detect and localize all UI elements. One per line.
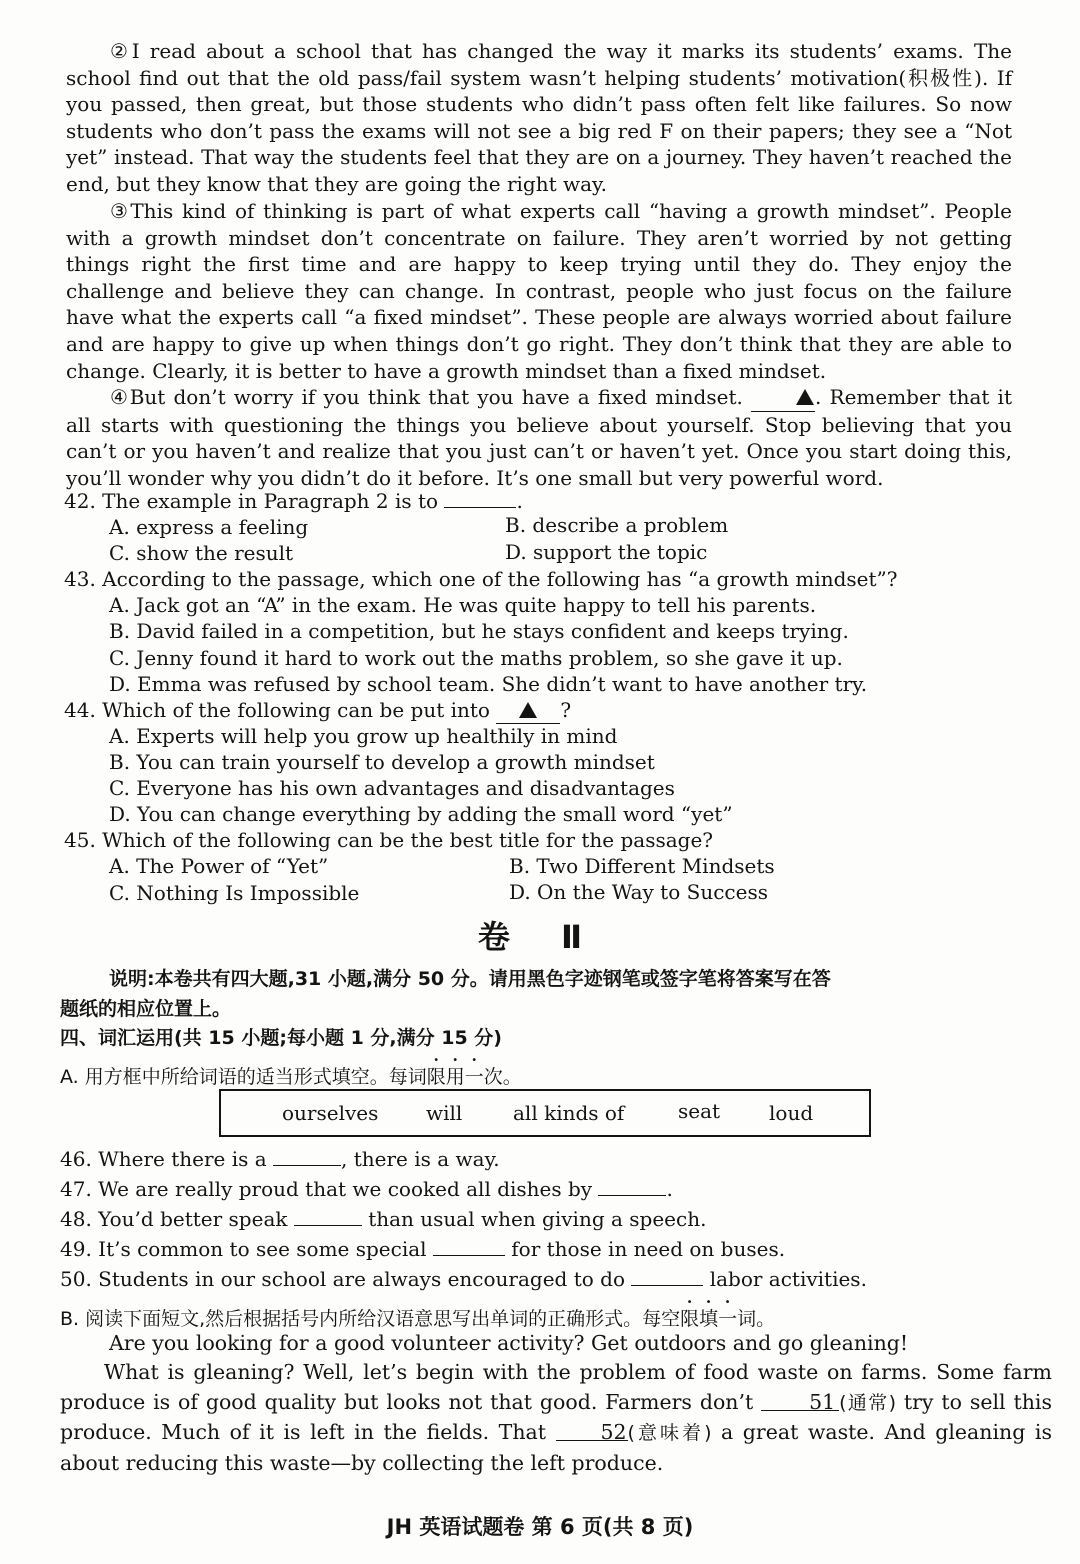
option-42a: A. express a feeling	[109, 515, 309, 539]
partB-title	[60, 1297, 775, 1332]
option-44b: B. You can train yourself to develop a growth mindset	[109, 750, 655, 774]
partA-title-emphasis: 限用一	[426, 1066, 484, 1088]
partA-title	[60, 1055, 522, 1090]
option-43d: D. Emma was refused by school team. She didn’t want to have another try.	[109, 672, 868, 696]
passage-line-1: Are you looking for a good volunteer activity? Get outdoors and go gleaning!	[109, 1331, 909, 1355]
fill-item-post: .	[666, 1177, 673, 1201]
fill-item-49	[60, 1236, 785, 1262]
partB-title-post: 词。	[737, 1308, 776, 1330]
option-42d: D. support the topic	[505, 540, 708, 564]
partA-title-post: 次。	[483, 1066, 522, 1088]
page-footer: JH 英语试题卷 第 6 页(共 8 页)	[386, 1515, 694, 1539]
fill-item-pre: 48. You’d better speak	[60, 1207, 288, 1231]
question-44-end: ?	[560, 698, 572, 722]
passage-text: What is gleaning? Well, let’s begin with the problem of food waste on farms. Some farm produce is of good quality but looks not that good. Farmers don’t	[60, 1360, 1052, 1414]
option-43c: C. Jenny found it hard to work out the maths problem, so she gave it up.	[109, 646, 843, 670]
answer-blank-42	[444, 489, 516, 508]
question-43-stem: 43. According to the passage, which one of the following has “a growth mindset”?	[64, 567, 898, 591]
fill-item-post: , there is a way.	[341, 1147, 500, 1171]
fill-item-47	[60, 1176, 673, 1202]
question-42-stem: 42. The example in Paragraph 2 is to	[64, 489, 439, 513]
answer-blank-47	[598, 1177, 666, 1196]
option-43b: B. David failed in a competition, but he stays confident and keeps trying.	[109, 619, 849, 643]
paragraph-4-rest: . Remember that it all starts with questioning the things you believe about yourself. Stop believing that you can’t or you haven’t and realize that you just can’t or haven’t yet. Once you start doing this, you’ll wonder why you didn’t do it before. It’s one small but very powerful word.	[66, 385, 1012, 490]
fill-item-pre: 49. It’s common to see some special	[60, 1237, 427, 1261]
paragraph-4-start: ④But don’t worry if you think that you have a fixed mindset.	[110, 385, 743, 409]
answer-blank-44	[751, 384, 815, 412]
option-45d: D. On the Way to Success	[509, 880, 768, 904]
section-note-line2: 题纸的相应位置上。	[60, 998, 232, 1020]
option-44c: C. Everyone has his own advantages and disadvantages	[109, 776, 675, 800]
word-box-item: seat	[678, 1099, 721, 1123]
option-45a: A. The Power of “Yet”	[109, 854, 329, 878]
question-44-stem: 44. Which of the following can be put into	[64, 698, 490, 722]
passage-paragraph-2	[60, 1358, 1052, 1478]
option-42c: C. show the result	[109, 541, 294, 565]
answer-blank-52	[556, 1418, 628, 1444]
option-44d: D. You can change everything by adding the small word “yet”	[109, 802, 733, 826]
word-box-item: ourselves	[282, 1101, 379, 1125]
paragraph-2: ②I read about a school that has changed the way it marks its students’ exams. The school find out that the old pass/fail system wasn’t helping students’ motivation(积极性). If you passed, then great, but those students who didn’t pass often felt like failures. So now students who don’t pass the exams will not see a big red F on their papers; they see a “Not yet” instead. That way the students feel that they are on a journey. They haven’t reached the end, but they know that they are going the right way.	[66, 39, 1012, 196]
option-43a: A. Jack got an “A” in the exam. He was quite happy to tell his parents.	[109, 593, 817, 617]
option-44a: A. Experts will help you grow up healthily in mind	[109, 724, 618, 748]
partB-title-pre: B. 阅读下面短文,然后根据括号内所给汉语意思写出单词的正确形式。每空	[60, 1308, 681, 1330]
fill-item-46	[60, 1146, 500, 1172]
question-42	[64, 488, 523, 514]
fill-item-pre: 50. Students in our school are always encouraged to do	[60, 1267, 625, 1291]
question-45-stem: 45. Which of the following can be the best title for the passage?	[64, 828, 714, 852]
word-box-item: will	[426, 1101, 463, 1125]
word-box	[219, 1089, 871, 1137]
section-title: 卷 Ⅱ	[477, 918, 603, 956]
answer-blank-46	[273, 1147, 341, 1166]
paragraph-4	[66, 384, 1012, 491]
blank-number: 51	[809, 1389, 836, 1414]
section-note-line1: 说明:本卷共有四大题,31 小题,满分 50 分。请用黑色字迹钢笔或签字笔将答案写在答	[109, 968, 831, 990]
paragraph-3: ③This kind of thinking is part of what experts call “having a growth mindset”. People with a growth mindset don’t concentrate on failure. They aren’t worried by not getting things right the first time and are happy to keep trying until they do. They enjoy the challenge and believe they can change. In contrast, people who just focus on the failure have what the experts call “a fixed mindset”. These people are always worried about failure and are happy to give up when things don’t go right. They don’t think that they are able to change. Clearly, it is better to have a growth mindset than a fixed mindset.	[66, 199, 1012, 383]
answer-blank-51	[761, 1388, 839, 1414]
option-42b: B. describe a problem	[505, 513, 729, 537]
fill-item-post: for those in need on buses.	[511, 1237, 786, 1261]
answer-blank-48	[294, 1207, 362, 1226]
fill-item-48	[60, 1206, 706, 1232]
fill-item-post: labor activities.	[709, 1267, 867, 1291]
blank-number: 52	[600, 1420, 627, 1444]
partB-title-emphasis: 限填一	[680, 1308, 738, 1330]
question-44	[64, 697, 571, 724]
fill-item-pre: 47. We are really proud that we cooked all dishes by	[60, 1177, 593, 1201]
word-box-item: loud	[769, 1101, 814, 1125]
hint-51: (通常)	[839, 1391, 897, 1414]
partA-title-pre: A. 用方框中所给词语的适当形式填空。每词	[60, 1066, 427, 1088]
triangle-icon	[519, 702, 537, 718]
fill-item-50	[60, 1266, 867, 1292]
option-45c: C. Nothing Is Impossible	[109, 881, 360, 905]
word-box-item: all kinds of	[513, 1101, 625, 1125]
fill-item-pre: 46. Where there is a	[60, 1147, 267, 1171]
triangle-icon	[796, 389, 814, 405]
option-45b: B. Two Different Mindsets	[509, 854, 775, 878]
answer-blank-49	[433, 1237, 505, 1256]
hint-52: (意味着)	[627, 1422, 712, 1444]
question-44-blank	[496, 697, 560, 724]
part4-title: 四、词汇运用(共 15 小题;每小题 1 分,满分 15 分)	[60, 1027, 502, 1049]
fill-item-post: than usual when giving a speech.	[368, 1207, 707, 1231]
passage-text: try to sell this produce. Much of it is left in the fields. That	[60, 1389, 1052, 1444]
question-42-end: .	[516, 489, 523, 513]
passage-text: a great waste. And gleaning is about reducing this waste—by collecting the left produce.	[60, 1420, 1052, 1475]
answer-blank-50	[631, 1267, 703, 1286]
